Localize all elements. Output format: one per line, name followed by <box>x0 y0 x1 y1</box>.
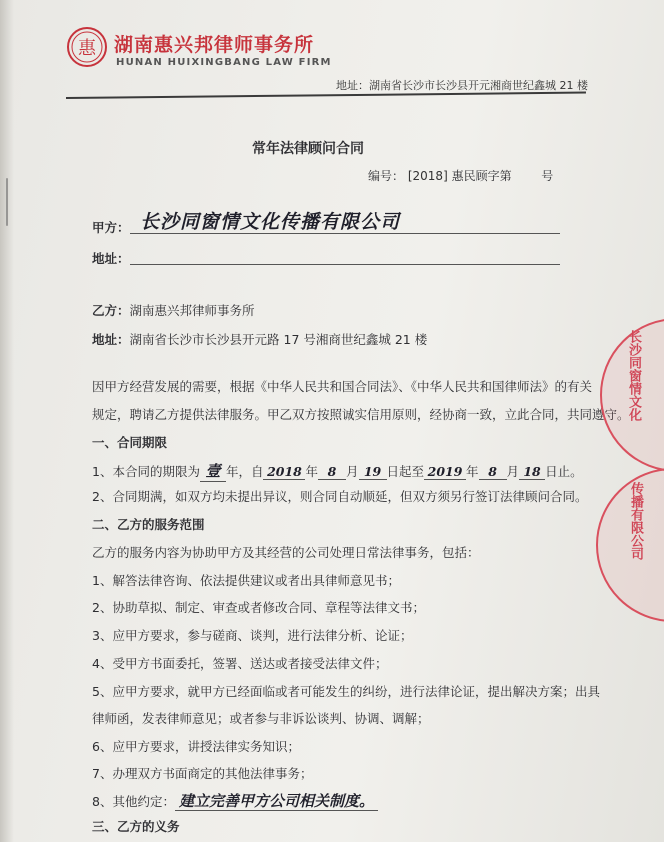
header-address: 地址：湖南省长沙市长沙县开元湘商世纪鑫城 21 楼 <box>336 79 588 92</box>
end-year: 2019 <box>424 464 466 480</box>
header-divider <box>66 92 586 99</box>
service-item-2: 2、协助草拟、制定、审查或者修改合同、章程等法律文书； <box>92 600 425 615</box>
party-a-label: 甲方： <box>92 220 130 235</box>
section-2-intro: 乙方的服务内容为协助甲方及其经营的公司处理日常法律事务，包括： <box>92 545 480 560</box>
service-item-1: 1、解答法律咨询、依法提供建议或者出具律师意见书； <box>92 573 400 588</box>
contract-title: 常年法律顾问合同 <box>252 141 364 157</box>
end-month-unit: 月 <box>506 464 520 479</box>
seal-text-top: 长沙同窗情文化 <box>626 330 641 421</box>
logo-char: 惠 <box>78 38 96 59</box>
service-item-8-value: 建立完善甲方公司相关制度。 <box>175 792 378 811</box>
seal-text-bottom: 传播有限公司 <box>628 482 643 560</box>
party-b-address-label: 地址： <box>92 332 130 347</box>
pencil-mark <box>6 178 8 226</box>
party-b-label: 乙方： <box>92 303 130 318</box>
service-item-4: 4、受甲方书面委托，签署、送达或者接受法律文件； <box>92 656 388 671</box>
service-item-7: 7、办理双方书面商定的其他法律事务； <box>92 766 313 781</box>
party-a-name-underline <box>130 233 560 234</box>
start-day: 19 <box>359 464 387 480</box>
party-b-line <box>92 301 255 319</box>
service-item-5-line-2: 律师函，发表律师意见；或者参与非诉讼谈判、协调、调解； <box>92 711 430 726</box>
party-a-address-label: 地址： <box>92 251 130 266</box>
clause-1-1-text-a: 1、本合同的期限为 <box>92 464 200 479</box>
start-month: 8 <box>318 464 346 480</box>
contract-number-end: 号 <box>541 169 554 183</box>
start-month-unit: 月 <box>346 464 359 479</box>
end-day: 18 <box>519 464 545 480</box>
contract-number <box>368 167 553 184</box>
firm-logo-icon <box>66 26 108 68</box>
contract-number-suffix: 惠民顾字第 <box>451 169 512 183</box>
clause-1-1-text-b: 年，自 <box>225 464 264 479</box>
firm-name-en: HUNAN HUIXINGBANG LAW FIRM <box>116 57 332 68</box>
section-2-heading: 二、乙方的服务范围 <box>92 517 205 532</box>
service-item-8 <box>92 790 378 811</box>
start-year: 2018 <box>263 464 305 480</box>
section-3-heading: 三、乙方的义务 <box>92 819 180 834</box>
clause-1-2: 2、合同期满，如双方均未提出异议，则合同自动顺延，但双方须另行签订法律顾问合同。 <box>92 489 588 504</box>
service-item-8-label: 8、其他约定： <box>92 794 175 809</box>
party-a-name: 长沙同窗情文化传播有限公司 <box>140 211 401 233</box>
section-1-heading: 一、合同期限 <box>92 435 168 450</box>
party-b-address: 湖南省长沙市长沙县开元路 17 号湘商世纪鑫城 21 楼 <box>129 332 428 347</box>
contract-number-label: 编号： <box>368 169 405 183</box>
page-shadow <box>0 0 14 842</box>
end-year-unit: 年 <box>466 464 479 479</box>
term-years: 壹 <box>200 460 226 482</box>
preamble-line-1: 因甲方经营发展的需要，根据《中华人民共和国合同法》、《中华人民共和国律师法》的有关 <box>92 379 593 394</box>
contract-number-year: [2018] <box>407 169 448 183</box>
start-year-unit: 年 <box>305 464 318 479</box>
end-day-unit: 日止。 <box>545 464 583 479</box>
party-b-name: 湖南惠兴邦律师事务所 <box>129 303 255 318</box>
service-item-6: 6、应甲方要求，讲授法律实务知识； <box>92 739 300 754</box>
preamble-line-2: 规定，聘请乙方提供法律服务。甲乙双方按照诚实信用原则，经协商一致，立此合同，共同遵守。 <box>92 407 630 422</box>
service-item-5-line-1: 5、应甲方要求，就甲方已经面临或者可能发生的纠纷，进行法律论证，提出解决方案；出具 <box>92 684 600 699</box>
party-a-address-underline <box>130 264 560 265</box>
firm-name-cn: 湖南惠兴邦律师事务所 <box>114 34 315 56</box>
service-item-3: 3、应甲方要求，参与磋商、谈判，进行法律分析、论证； <box>92 628 413 643</box>
party-b-address-line <box>92 330 427 348</box>
end-month: 8 <box>479 464 507 480</box>
clause-1-1 <box>92 460 583 482</box>
start-day-unit: 日起至 <box>386 464 425 479</box>
